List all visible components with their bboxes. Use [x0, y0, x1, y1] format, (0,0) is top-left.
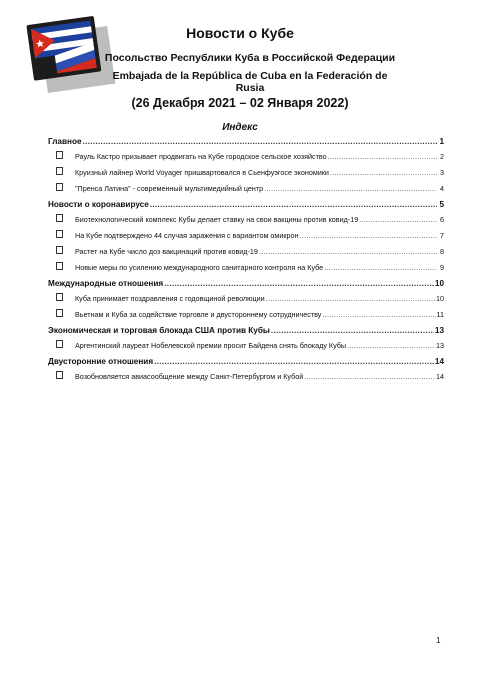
- dot-leader: [271, 323, 434, 338]
- toc-section[interactable]: [48, 323, 444, 338]
- toc-page-number: 14: [436, 372, 444, 381]
- toc-entry-text: Куба принимает поздравления с годовщиной революции: [75, 294, 265, 303]
- bullet-icon: [56, 246, 63, 254]
- toc-entry-text: Рауль Кастро призывает продвигать на Кубе городское сельское хозяйство: [75, 152, 327, 161]
- toc-entry-text: Главное: [48, 137, 82, 146]
- index-heading: Индекс: [222, 122, 258, 133]
- toc-page-number: 9: [440, 263, 444, 272]
- toc-page-number: 1: [439, 137, 444, 146]
- dot-leader: [259, 244, 437, 260]
- document-title: Новости о Кубе: [186, 25, 294, 41]
- toc-item[interactable]: [48, 369, 444, 385]
- page-number: 1: [436, 636, 441, 645]
- toc-entry-text: На Кубе подтверждено 44 случая заражения с вариантом омикрон: [75, 231, 299, 240]
- toc-entry-text: Двусторонние отношения: [48, 357, 154, 366]
- toc-page-number: 14: [434, 357, 444, 366]
- toc-entry-text: Новости о коронавирусе: [48, 200, 149, 209]
- table-of-contents: [48, 134, 444, 385]
- dot-leader: [324, 260, 437, 276]
- toc-item[interactable]: [48, 338, 444, 354]
- bullet-icon: [56, 262, 63, 270]
- toc-page-number: 7: [440, 231, 444, 240]
- bullet-icon: [56, 309, 63, 317]
- toc-section[interactable]: [48, 354, 444, 369]
- toc-page-number: 6: [440, 215, 444, 224]
- toc-entry-text: Новые меры по усилению международного санитарного контроля на Кубе: [75, 263, 324, 272]
- bullet-icon: [56, 293, 63, 301]
- toc-entry-text: "Пренса Латина" - современный мультимедийный центр: [75, 184, 264, 193]
- bullet-icon: [56, 340, 63, 348]
- embassy-name-spanish: Embajada de la República de Cuba en la Federación de Rusia: [112, 70, 388, 94]
- toc-page-number: 13: [434, 326, 444, 335]
- toc-entry-text: Возобновляется авиасообщение между Санкт-Петербургом и Кубой: [75, 372, 304, 381]
- toc-page-number: 2: [440, 152, 444, 161]
- toc-item[interactable]: [48, 165, 444, 181]
- dot-leader: [328, 149, 437, 165]
- dot-leader: [164, 276, 434, 291]
- dot-leader: [264, 181, 437, 197]
- toc-entry-text: Аргентинский лауреат Нобелевской премии просит Байдена снять блокаду Кубы: [75, 341, 347, 350]
- bullet-icon: [56, 167, 63, 175]
- bullet-icon: [56, 151, 63, 159]
- bullet-icon: [56, 371, 63, 379]
- toc-item[interactable]: [48, 181, 444, 197]
- toc-item[interactable]: [48, 149, 444, 165]
- toc-item[interactable]: [48, 212, 444, 228]
- toc-item[interactable]: [48, 244, 444, 260]
- toc-entry-text: Круизный лайнер World Voyager пришвартовался в Сьенфуэгосе экономики: [75, 168, 329, 177]
- dot-leader: [266, 291, 435, 307]
- dot-leader: [150, 197, 437, 212]
- dot-leader: [359, 212, 437, 228]
- dot-leader: [330, 165, 437, 181]
- toc-section[interactable]: [48, 276, 444, 291]
- toc-item[interactable]: [48, 228, 444, 244]
- toc-entry-text: Растет на Кубе число доз вакцинаций против ковид-19: [75, 247, 258, 256]
- toc-page-number: 8: [440, 247, 444, 256]
- toc-page-number: 11: [436, 310, 444, 319]
- dot-leader: [347, 338, 435, 354]
- bullet-icon: [56, 183, 63, 191]
- toc-page-number: 13: [436, 341, 444, 350]
- embassy-name-russian: Посольство Республики Куба в Российской Федерации: [104, 52, 396, 64]
- toc-page-number: 3: [440, 168, 444, 177]
- bullet-icon: [56, 230, 63, 238]
- toc-page-number: 5: [439, 200, 444, 209]
- dot-leader: [304, 369, 435, 385]
- toc-item[interactable]: [48, 307, 444, 323]
- dot-leader: [322, 307, 435, 323]
- toc-item[interactable]: [48, 291, 444, 307]
- toc-entry-text: Экономическая и торговая блокада США против Кубы: [48, 326, 270, 335]
- toc-page-number: 4: [440, 184, 444, 193]
- toc-section[interactable]: [48, 197, 444, 212]
- toc-entry-text: Международные отношения: [48, 279, 164, 288]
- dot-leader: [299, 228, 437, 244]
- dot-leader: [83, 134, 437, 149]
- toc-page-number: 10: [434, 279, 444, 288]
- toc-entry-text: Биотехнологический комплекс Кубы делает ставку на свои вакцины против ковид-19: [75, 215, 359, 224]
- toc-page-number: 10: [436, 294, 444, 303]
- toc-item[interactable]: [48, 260, 444, 276]
- bullet-icon: [56, 214, 63, 222]
- toc-section[interactable]: [48, 134, 444, 149]
- toc-entry-text: Вьетнам и Куба за содействие торговле и двустороннему сотрудничеству: [75, 310, 322, 319]
- date-range: (26 Декабря 2021 – 02 Января 2022): [131, 96, 349, 110]
- dot-leader: [154, 354, 434, 369]
